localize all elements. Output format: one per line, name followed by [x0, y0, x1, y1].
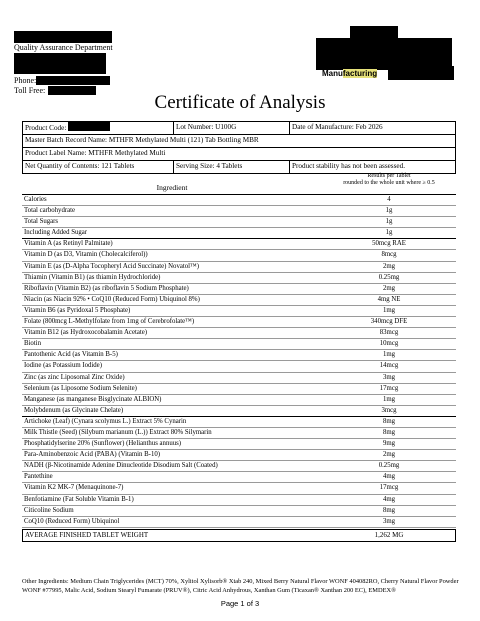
- ingredient-value: 1mg: [382, 306, 396, 314]
- product-label-name: Product Label Name: MTHFR Methylated Multi: [25, 149, 166, 157]
- results-header: [322, 173, 456, 187]
- ingredient-value: 1mg: [382, 351, 396, 359]
- ingredient-value: 83mcg: [379, 329, 399, 337]
- ingredient-value: 50mcg RAE: [372, 240, 406, 248]
- table-row: [22, 361, 456, 372]
- ingredient-name: Calories: [24, 196, 47, 203]
- table-row: [22, 483, 456, 494]
- ingredient-value: 2mg: [382, 451, 396, 459]
- ingredient-name: Biotin: [24, 340, 41, 348]
- ingredient-name: Vitamin D (as D3, Vitamin (Cholecalciferol)): [24, 251, 148, 259]
- redacted-address: [14, 53, 106, 74]
- ingredient-value: 4mg: [382, 473, 396, 481]
- table-row: [22, 284, 456, 295]
- product-info-box: [22, 121, 456, 174]
- ingredient-value: 340mcg DFE: [370, 318, 408, 326]
- table-row: [22, 295, 456, 306]
- ingredient-value: 1g: [385, 218, 393, 226]
- ingredient-value: 8mg: [382, 506, 396, 514]
- redacted-phone: [36, 76, 110, 85]
- ingredient-value: 4mg NE: [377, 295, 401, 303]
- ingredient-value: 1g: [385, 229, 393, 237]
- table-row: [22, 439, 456, 450]
- ingredient-name: CoQ10 (Reduced Form) Ubiquinol: [24, 517, 120, 525]
- ingredient-name: Riboflavin (Vitamin B2) (as riboflavin 5 Sodium Phosphate): [24, 284, 189, 292]
- product-code-label: Product Code:: [25, 124, 67, 132]
- ingredient-name: Zinc (as zinc Liposomal Zinc Oxide): [24, 373, 125, 381]
- tollfree-label: Toll Free:: [14, 86, 46, 95]
- ingredient-name: Total Sugars: [24, 218, 59, 226]
- table-row: [22, 395, 456, 406]
- redacted-company-name: [14, 31, 112, 43]
- table-row: [22, 506, 456, 517]
- ingredient-name: Phosphatidylserine 20% (Sunflower) (Helianthus annuus): [24, 440, 182, 448]
- ingredient-name: Vitamin K2 MK-7 (Menaquinone-7): [24, 484, 124, 492]
- total-label: AVERAGE FINISHED TABLET WEIGHT: [25, 530, 149, 539]
- results-header-line1: Results per Tablet: [367, 173, 411, 179]
- ingredient-name: Thiamin (Vitamin B1) (as thiamin Hydrochloride): [24, 273, 161, 281]
- table-row: [22, 450, 456, 461]
- ingredient-name: Selenium (as Liposome Sodium Selenite): [24, 384, 137, 392]
- ingredient-value: 1g: [385, 207, 393, 215]
- table-row: [22, 306, 456, 317]
- serving-size: Serving Size: 4 Tablets: [173, 161, 289, 173]
- ingredient-value: 0.25mg: [378, 273, 400, 281]
- ingredient-table: [22, 172, 456, 542]
- ingredient-name: Molybdenum (as Glycinate Chelate): [24, 406, 124, 414]
- manufacturer-highlight: facturing: [342, 69, 378, 78]
- ingredient-name: Vitamin B12 (as Hydroxocobalamin Acetate): [24, 329, 148, 337]
- lot-number: Lot Number: U100G: [173, 122, 289, 134]
- ingredient-value: 4: [387, 196, 391, 203]
- total-value: 1,262 MG: [374, 530, 404, 539]
- results-header-line2: rounded to the whole unit where ≥ 0.5: [343, 180, 435, 186]
- ingredient-name: Folate (800mcg L-Methylfolate from 1mg of Cerebrofolate™): [24, 318, 195, 326]
- ingredient-header: Ingredient: [156, 183, 188, 192]
- ingredient-name: Pantothenic Acid (as Vitamin B-5): [24, 351, 118, 359]
- table-body: [22, 195, 456, 528]
- ingredient-value: 17mcg: [379, 384, 399, 392]
- ingredient-name: Iodine (as Potassium Iodide): [24, 362, 102, 370]
- net-quantity: Net Quantity of Contents: 121 Tablets: [25, 162, 135, 170]
- manufacturer-label: [322, 69, 377, 78]
- ingredient-value: 3mg: [382, 373, 396, 381]
- table-row: [22, 228, 456, 239]
- ingredient-value: 8mcg: [381, 251, 397, 259]
- redacted-manufacturer-name: [388, 66, 454, 80]
- table-row: [22, 217, 456, 228]
- table-row: [22, 328, 456, 339]
- table-row: [22, 206, 456, 217]
- ingredient-value: 8mg: [382, 417, 396, 425]
- phone-label: Phone:: [14, 76, 37, 85]
- table-row: [22, 472, 456, 483]
- ingredient-value: 8mg: [382, 428, 396, 436]
- ingredient-name: NADH (β-Nicotinamide Adenine Dinucleotide Disodium Salt (Coated): [24, 462, 218, 470]
- ingredient-name: Vitamin A (as Retinyl Palmitate): [24, 240, 113, 248]
- table-row: [22, 350, 456, 361]
- stability-note: Product stability has not been assessed.: [289, 161, 455, 173]
- date-of-manufacture: Date of Manufacture: Feb 2026: [289, 122, 455, 134]
- ingredient-value: 9mg: [382, 440, 396, 448]
- table-header: [22, 172, 456, 195]
- ingredient-value: 4mg: [382, 495, 396, 503]
- ingredient-name: Para-Aminobenzoic Acid (PABA) (Vitamin B-10): [24, 451, 161, 459]
- ingredient-name: Pantethine: [24, 473, 53, 481]
- table-row: [22, 195, 456, 206]
- table-row: [22, 417, 456, 428]
- page-number: Page 1 of 3: [220, 599, 260, 608]
- ingredient-value: 0.25mg: [378, 462, 400, 470]
- ingredient-name: Citicoline Sodium: [24, 506, 74, 514]
- table-row: [22, 517, 456, 528]
- total-row: [22, 529, 456, 542]
- table-row: [22, 239, 456, 250]
- ingredient-name: Manganese (as manganese Bisglycinate ALBION): [24, 395, 162, 403]
- ingredient-name: Benfotiamine (Fat Soluble Vitamin B-1): [24, 495, 134, 503]
- info-row: [23, 122, 455, 135]
- table-row: [22, 250, 456, 261]
- ingredient-value: 17mcg: [379, 484, 399, 492]
- ingredient-name: Artichoke (Leaf) (Cynara scolymus L.) Extract 5% Cynarin: [24, 417, 187, 425]
- ingredient-value: 10mcg: [379, 340, 399, 348]
- ingredient-value: 14mcg: [379, 362, 399, 370]
- ingredient-name: Niacin (as Niacin 92% • CoQ10 (Reduced Form) Ubiquinol 8%): [24, 295, 200, 303]
- table-row: [22, 373, 456, 384]
- ingredient-name: Vitamin B6 (as Pyridoxal 5 Phosphate): [24, 306, 131, 314]
- ingredient-value: 3mcg: [381, 406, 397, 414]
- table-row: [22, 273, 456, 284]
- ingredient-name: Total carbohydrate: [24, 207, 76, 215]
- manufacturer-prefix: Manu: [322, 69, 343, 78]
- table-row: [22, 495, 456, 506]
- department-label: Quality Assurance Department: [14, 43, 113, 52]
- table-row: [22, 384, 456, 395]
- table-row: [22, 262, 456, 273]
- info-row: [23, 135, 455, 148]
- ingredient-value: 1mg: [382, 395, 396, 403]
- table-row: [22, 406, 456, 417]
- table-row: [22, 339, 456, 350]
- table-row: [22, 461, 456, 472]
- ingredient-name: Vitamin E (as (D-Alpha Tocopheryl Acid Succinate) Novatol™): [24, 262, 199, 270]
- master-batch-record: Master Batch Record Name: MTHFR Methylated Multi (121) Tab Bottling MBR: [25, 136, 259, 144]
- ingredient-value: 3mg: [382, 517, 396, 525]
- ingredient-name: Milk Thistle (Seed) (Silybum marianum (L.)) Extract 80% Silymarin: [24, 428, 212, 436]
- other-ingredients: Other Ingredients: Medium Chain Triglycerides (MCT) 70%, Xylitol Xylisorb® Xtab 240, Mixed Berry Natural Flavor WONF 404082RO, Cherry Natural Flavor Powder WONF #77995, Malic Acid, Sodium Stearyl Fumarate (PRUV®), Citric Acid Anhydrous, Xanthan Gum (Ticaxan® Xanthan 200 EC), EMDEX®: [22, 578, 459, 594]
- ingredient-name: Including Added Sugar: [24, 229, 88, 237]
- product-code-cell: [23, 122, 173, 134]
- ingredient-value: 2mg: [382, 262, 396, 270]
- table-row: [22, 428, 456, 439]
- info-row: [23, 148, 455, 161]
- ingredient-value: 2mg: [382, 284, 396, 292]
- redacted-product-code: [68, 122, 110, 131]
- page-title: Certificate of Analysis: [154, 92, 326, 113]
- table-row: [22, 317, 456, 328]
